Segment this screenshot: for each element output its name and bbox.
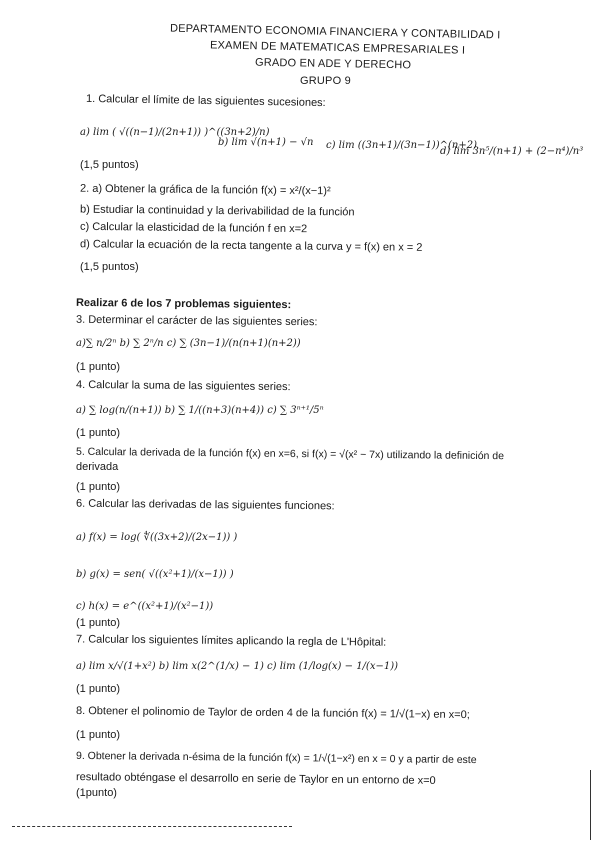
dashed-cut-line xyxy=(12,826,292,827)
problem-5-points: (1 punto) xyxy=(76,481,121,493)
problem-2-c: c) Calcular la elasticidad de la función f en x=2 xyxy=(79,220,308,236)
problem-9-points: (1punto) xyxy=(76,787,117,799)
problem-1-d: d) lim 3n⁵/(n+1) + (2−n⁴)/n³ xyxy=(440,146,584,157)
problem-1-points: (1,5 puntos) xyxy=(80,159,139,171)
section-heading: Realizar 6 de los 7 problemas siguientes: xyxy=(75,296,292,312)
problem-2-b: b) Estudiar la continuidad y la derivabilidad de la función xyxy=(79,203,355,219)
header-exam: EXAMEN DE MATEMATICAS EMPRESARIALES I xyxy=(209,39,466,57)
header-department: DEPARTAMENTO ECONOMIA FINANCIERA Y CONTABILIDAD I xyxy=(169,22,501,42)
problem-1-c: c) lim ((3n+1)/(3n−1))^(n+2) xyxy=(326,140,477,151)
problem-4-series: a) ∑ log(n/(n+1)) b) ∑ 1/((n+3)(n+4)) c) ∑ 3ⁿ⁺¹/5ⁿ xyxy=(76,405,324,416)
problem-6-a: a) f(x) = log( ∜((3x+2)/(2x−1)) ) xyxy=(76,532,238,543)
scan-edge-line xyxy=(590,770,591,840)
header-group: GRUPO 9 xyxy=(300,75,351,87)
problem-3-series: a)∑ n/2ⁿ b) ∑ 2ⁿ/n c) ∑ (3n−1)/(n(n+1)(n+2)) xyxy=(76,338,301,349)
problem-7-points: (1 punto) xyxy=(76,683,121,695)
problem-2-points: (1,5 puntos) xyxy=(80,261,139,273)
problem-9-title: 9. Obtener la derivada n-ésima de la función f(x) = 1/√(1−x²) en x = 0 y a partir de este xyxy=(75,749,477,767)
problem-7-limits: a) lim x/√(1+x²) b) lim x(2^(1/x) − 1) c) lim (1/log(x) − 1/(x−1)) xyxy=(76,661,399,672)
problem-2-d: d) Calcular la ecuación de la recta tangente a la curva y = f(x) en x = 2 xyxy=(79,238,423,254)
problem-3-title: 3. Determinar el carácter de las siguientes series: xyxy=(75,313,318,329)
problem-4-title: 4. Calcular la suma de las siguientes series: xyxy=(75,378,291,394)
problem-6-c: c) h(x) = e^((x²+1)/(x²−1)) xyxy=(76,601,214,612)
header-degree: GRADO EN ADE Y DERECHO xyxy=(254,56,412,72)
problem-1-a: a) lim ( √((n−1)/(2n+1)) )^((3n+2)/n) xyxy=(80,127,270,138)
problem-6-points: (1 punto) xyxy=(76,617,121,629)
problem-6-title: 6. Calcular las derivadas de las siguientes funciones: xyxy=(75,497,335,513)
problem-4-points: (1 punto) xyxy=(76,427,121,439)
problem-3-points: (1 punto) xyxy=(76,361,121,373)
problem-9-title-cont: resultado obténgase el desarrollo en serie de Taylor en un entorno de x=0 xyxy=(75,771,436,787)
problem-6-b: b) g(x) = sen( √((x²+1)/(x−1)) ) xyxy=(76,569,234,580)
problem-7-title: 7. Calcular los siguientes límites aplicando la regla de L'Hôpital: xyxy=(75,633,387,649)
problem-1-b: b) lim √(n+1) − √n xyxy=(218,137,314,148)
problem-8-points: (1 punto) xyxy=(76,729,121,741)
problem-8-title: 8. Obtener el polinomio de Taylor de orden 4 de la función f(x) = 1/√(1−x) en x=0; xyxy=(75,704,470,722)
problem-5-title: 5. Calcular la derivada de la función f(x) en x=6, si f(x) = √(x² − 7x) utilizando la definición de xyxy=(75,445,505,463)
problem-5-title-cont: derivada xyxy=(76,461,119,473)
problem-2-a: 2. a) Obtener la gráfica de la función f(x) = x²/(x−1)² xyxy=(79,182,331,198)
problem-1-title: 1. Calcular el límite de las siguientes sucesiones: xyxy=(85,92,326,110)
